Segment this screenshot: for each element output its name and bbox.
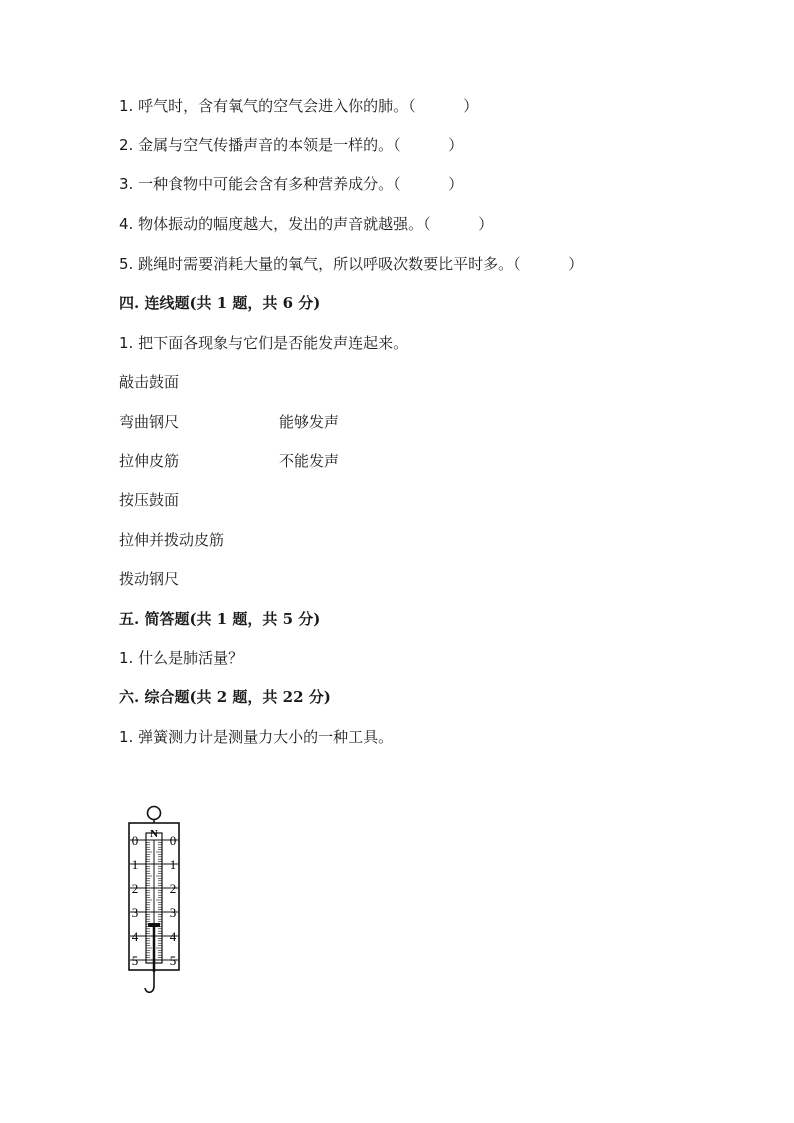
match-left-item-3: 拉伸皮筋 bbox=[119, 452, 180, 470]
scale-label-left: 0 bbox=[131, 833, 139, 848]
unit-label: N bbox=[150, 828, 158, 840]
match-right-item-2: 不能发声 bbox=[279, 452, 340, 470]
section-6-question: 1. 弹簧测力计是测量力大小的一种工具。 bbox=[119, 728, 394, 746]
scale-labels-right bbox=[170, 833, 177, 968]
scale-label-left: 3 bbox=[131, 905, 139, 920]
scale-label-right: 4 bbox=[169, 929, 177, 944]
match-left-item-2: 弯曲钢尺 bbox=[119, 413, 180, 431]
scale-labels-left bbox=[132, 833, 139, 968]
match-left-item-1: 敲击鼓面 bbox=[119, 373, 180, 391]
scale-label-right: 1 bbox=[169, 857, 177, 872]
section-5-question: 1. 什么是肺活量？ bbox=[119, 649, 244, 667]
scale-label-right: 3 bbox=[169, 905, 177, 920]
section-6-heading: 六. 综合题(共 2 题，共 22 分) bbox=[119, 688, 331, 706]
judgment-item-2: 2. 金属与空气传播声音的本领是一样的。（ ） bbox=[119, 136, 464, 154]
judgment-item-5: 5. 跳绳时需要消耗大量的氧气，所以呼吸次数要比平时多。（ ） bbox=[119, 255, 584, 273]
hook-icon bbox=[145, 972, 154, 992]
top-ring-icon bbox=[148, 807, 161, 820]
scale-label-left: 1 bbox=[131, 857, 139, 872]
judgment-item-3: 3. 一种食物中可能会含有多种营养成分。（ ） bbox=[119, 175, 464, 193]
scale-label-left: 5 bbox=[131, 953, 139, 968]
section-5-heading: 五. 简答题(共 1 题，共 5 分) bbox=[119, 610, 321, 628]
scale-label-right: 2 bbox=[169, 881, 177, 896]
pointer bbox=[148, 923, 160, 927]
scale-label-right: 0 bbox=[169, 833, 177, 848]
spring-scale-figure bbox=[124, 802, 184, 1008]
scale-label-right: 5 bbox=[169, 953, 177, 968]
judgment-item-4: 4. 物体振动的幅度越大，发出的声音就越强。（ ） bbox=[119, 215, 494, 233]
match-left-item-6: 拨动钢尺 bbox=[119, 570, 180, 588]
judgment-item-1: 1. 呼气时，含有氧气的空气会进入你的肺。（ ） bbox=[119, 97, 479, 115]
match-left-item-5: 拉伸并拨动皮筋 bbox=[119, 531, 225, 549]
section-4-question: 1. 把下面各现象与它们是否能发声连起来。 bbox=[119, 334, 409, 352]
match-left-item-4: 按压鼓面 bbox=[119, 491, 180, 509]
match-right-item-1: 能够发声 bbox=[279, 413, 340, 431]
section-4-heading: 四. 连线题(共 1 题，共 6 分) bbox=[119, 294, 321, 312]
spring-scale-drawing bbox=[124, 802, 184, 1008]
scale-label-left: 4 bbox=[131, 929, 139, 944]
scale-label-left: 2 bbox=[131, 881, 139, 896]
